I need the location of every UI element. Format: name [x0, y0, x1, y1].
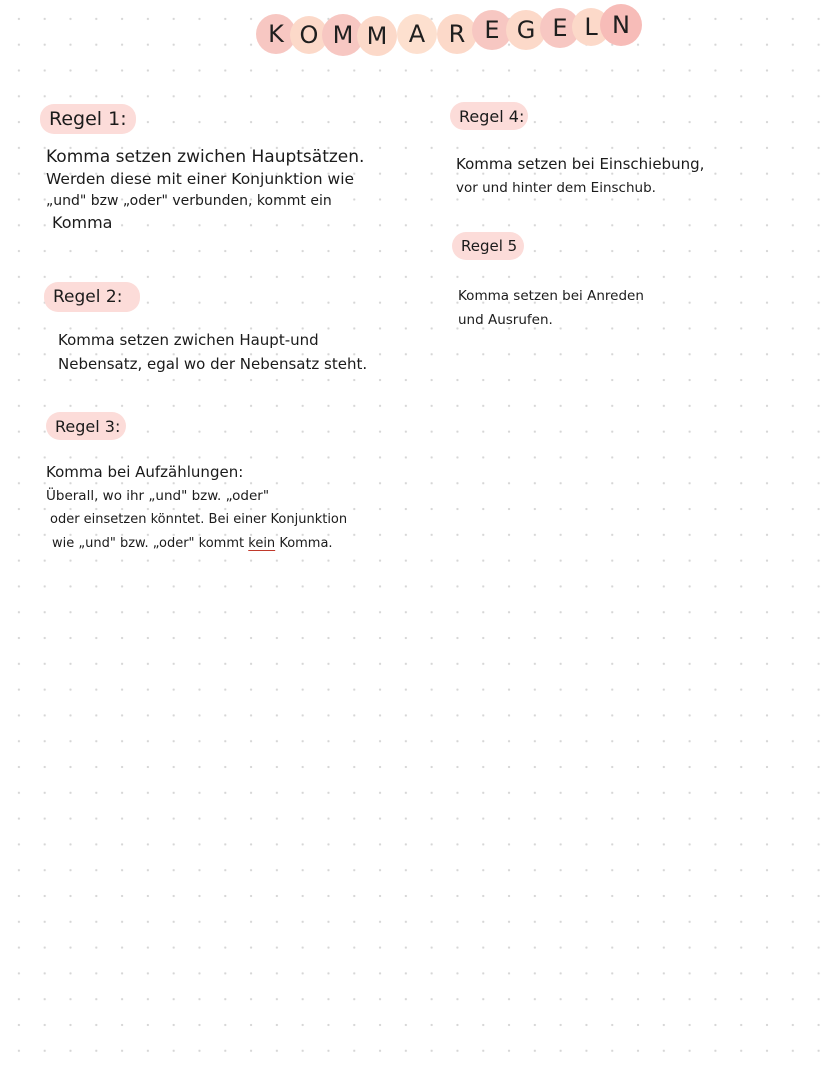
rule-3-text — [46, 460, 347, 556]
title-letter: O — [290, 16, 328, 54]
rule-3-last-after: Komma. — [279, 536, 333, 551]
rule-1-text — [46, 146, 364, 234]
rule-3-line — [52, 532, 347, 556]
title-letter: E — [472, 10, 512, 50]
rule-4-heading: Regel 4: — [450, 102, 528, 130]
rule-1-line: „und" bzw „oder" verbunden, kommt ein — [46, 193, 332, 209]
title-letter: G — [506, 10, 546, 50]
title-letter: L — [572, 8, 610, 46]
rule-2-text — [58, 328, 367, 376]
rule-4-line: Komma setzen bei Einschiebung, — [456, 155, 705, 173]
title-letter: M — [357, 16, 397, 56]
rule-4-line: vor und hinter dem Einschub. — [456, 180, 656, 196]
rule-1-line: Komma setzen zwichen Hauptsätzen. — [46, 147, 365, 167]
rule-2-heading: Regel 2: — [44, 282, 140, 312]
page-title — [256, 4, 646, 56]
rule-4-text — [456, 152, 704, 200]
rule-3-emphasis: kein — [248, 536, 276, 551]
rule-3-last-before: wie „und" bzw. „oder" kommt — [52, 536, 245, 551]
rule-3-heading: Regel 3: — [46, 412, 126, 440]
rule-5-line: und Ausrufen. — [458, 312, 553, 328]
rule-1-heading: Regel 1: — [40, 104, 136, 134]
rule-5-text — [458, 284, 644, 332]
title-letter: N — [600, 4, 642, 46]
title-letter: E — [540, 8, 580, 48]
rule-5-heading: Regel 5 — [452, 232, 524, 260]
rule-3-line: oder einsetzen könntet. Bei einer Konjunktion — [50, 512, 348, 527]
rule-3-line: Überall, wo ihr „und" bzw. „oder" — [46, 488, 270, 504]
title-letter: M — [322, 14, 364, 56]
rule-5-line: Komma setzen bei Anreden — [458, 288, 644, 304]
rule-3-line: Komma bei Aufzählungen: — [46, 463, 244, 481]
rule-1-line: Komma — [52, 213, 113, 232]
rule-2-line: Komma setzen zwichen Haupt-und — [58, 331, 319, 349]
title-letter: R — [437, 14, 477, 54]
title-letter: K — [256, 14, 296, 54]
title-letter: A — [397, 14, 437, 54]
rule-2-line: Nebensatz, egal wo der Nebensatz steht. — [58, 355, 368, 373]
rule-1-line: Werden diese mit einer Konjunktion wie — [46, 170, 355, 188]
